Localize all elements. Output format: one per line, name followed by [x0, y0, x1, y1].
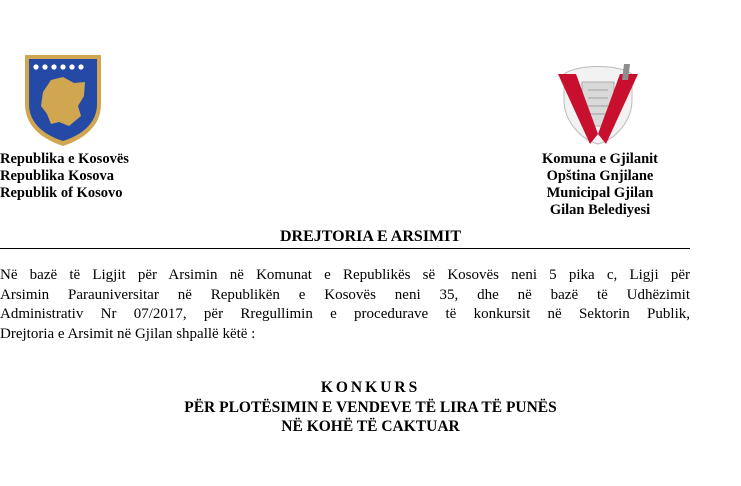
- intro-line: Në bazë të Ligjit për Arsimin në Komunat e Republikës së Kosovës neni 5 pika c, Ligji për: [0, 267, 690, 283]
- municipality-name-english: Municipal Gjilan: [546, 185, 654, 201]
- municipality-name-turkish: Gilan Belediyesi: [549, 202, 651, 218]
- announcement-title: KONKURS: [320, 379, 421, 396]
- gjilan-municipality-emblem-icon: [556, 60, 640, 150]
- kosovo-coat-of-arms-icon: [21, 52, 105, 148]
- republic-name-english: Republik of Kosovo: [0, 185, 123, 201]
- intro-paragraph: [0, 266, 690, 344]
- intro-line: Arsimin Parauniversitar në Republikën e Kosovës neni 35, dhe në bazë të Udhëzimit: [0, 286, 690, 303]
- municipality-name-serbian: Opština Gnjilane: [546, 168, 654, 184]
- intro-line: Administrativ Nr 07/2017, për Rregullimin e procedurave të konkursit në Sektorin Publik,: [0, 306, 690, 322]
- republic-names: [0, 151, 129, 202]
- republic-name-albanian: Republika e Kosovës: [0, 151, 129, 167]
- republic-name-serbian: Republika Kosova: [0, 168, 115, 184]
- intro-line: Drejtoria e Arsimit në Gjilan shpallë këtë :: [0, 325, 256, 342]
- announcement-term: NË KOHË TË CAKTUAR: [281, 418, 460, 435]
- header-divider: [0, 248, 690, 249]
- municipality-name-albanian: Komuna e Gjilanit: [541, 151, 658, 167]
- announcement-subtitle: PËR PLOTËSIMIN E VENDEVE TË LIRA TË PUNËS: [184, 399, 557, 416]
- department-title: DREJTORIA E ARSIMIT: [279, 228, 462, 245]
- municipality-names: [532, 151, 668, 219]
